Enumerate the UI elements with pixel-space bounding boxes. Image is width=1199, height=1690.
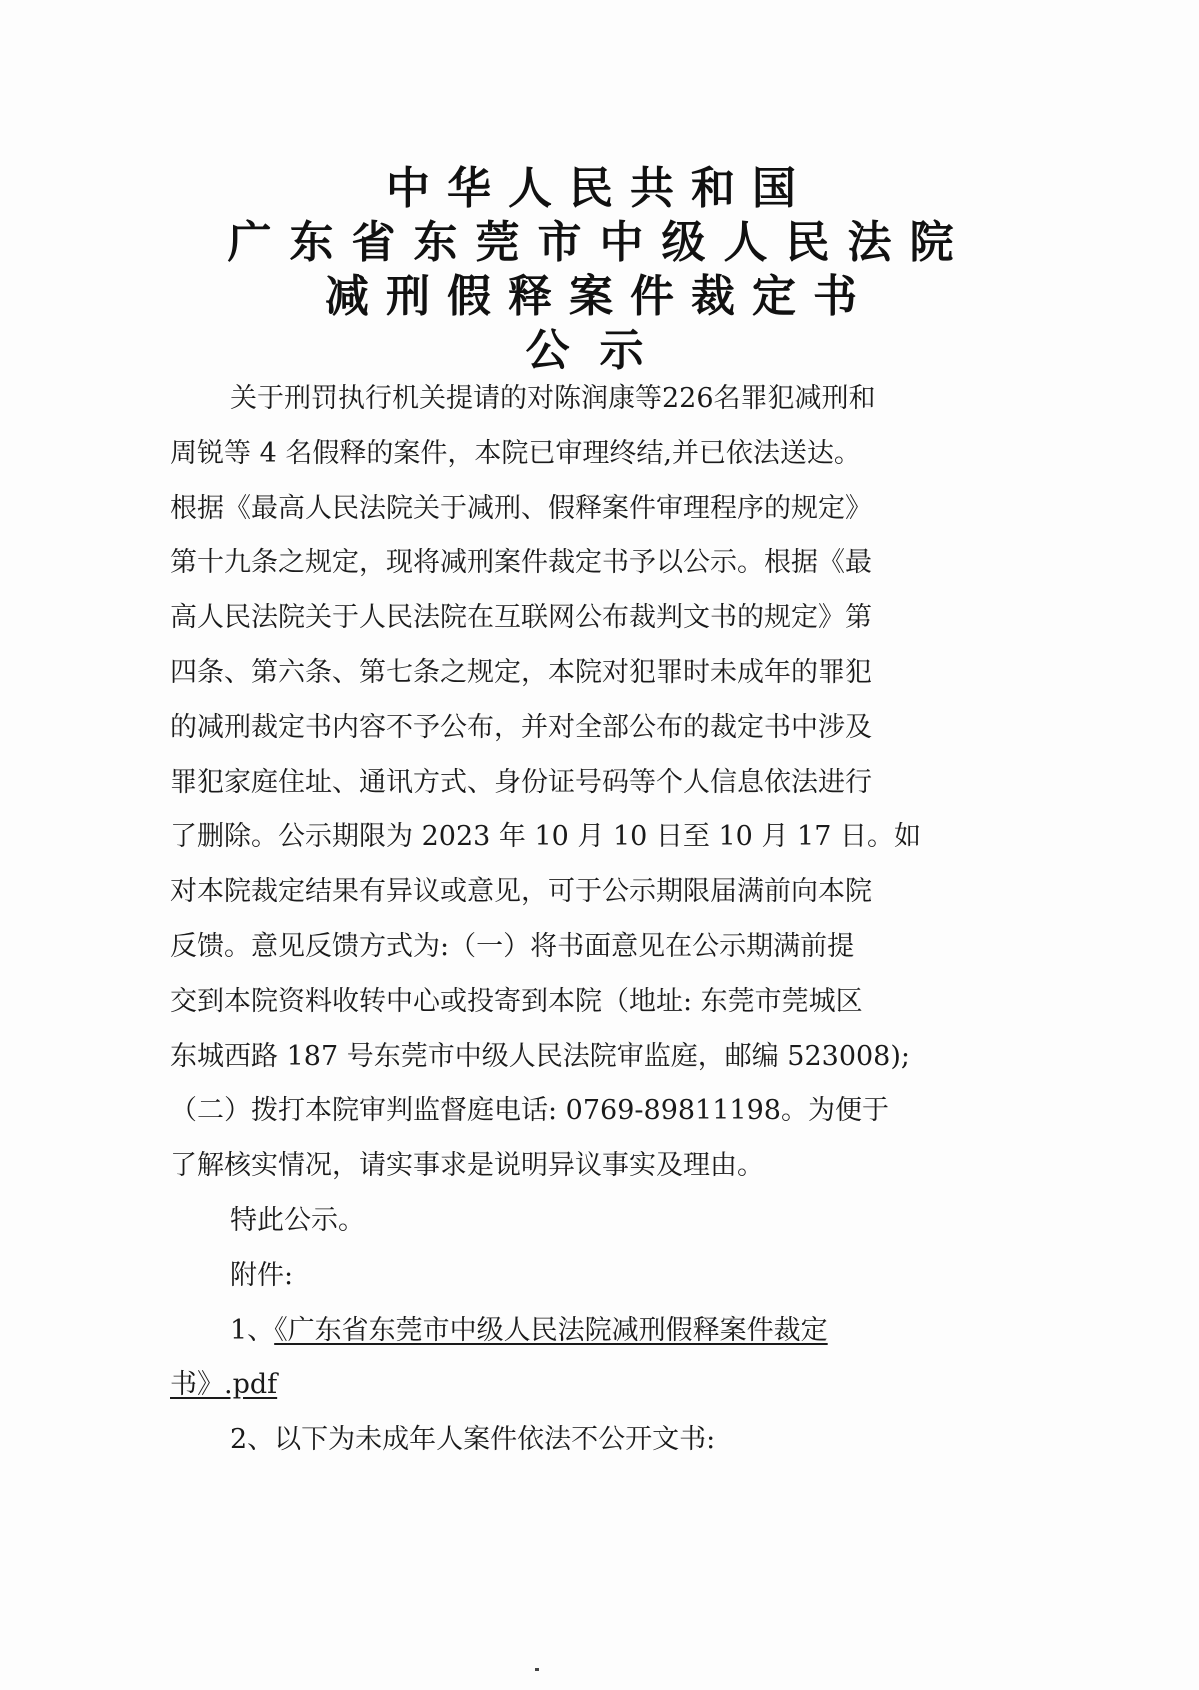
body-line: 周锐等 4 名假释的案件，本院已审理终结,并已依法送达。: [170, 437, 861, 469]
body-line: 第十九条之规定，现将减刑案件裁定书予以公示。根据《最: [170, 547, 872, 579]
body-line: 对本院裁定结果有异议或意见，可于公示期限届满前向本院: [170, 876, 872, 908]
attachment-1-continued: [170, 1358, 950, 1413]
notice-end: 特此公示。: [230, 1204, 365, 1236]
title-line-4: 公示: [525, 325, 674, 376]
title-line-3: 减刑假释案件裁定书: [325, 271, 874, 322]
attachments-label: 附件:: [230, 1259, 294, 1291]
title-line-1: 中华人民共和国: [386, 163, 813, 214]
body-line: 根据《最高人民法院关于减刑、假释案件审理程序的规定》: [170, 492, 872, 524]
body-line: 高人民法院关于人民法院在互联网公布裁判文书的规定》第: [170, 602, 872, 634]
title-line-2: 广东省东莞市中级人民法院: [227, 217, 972, 268]
scan-speck: [535, 1668, 539, 1671]
body-line: 了解核实情况，请实事求是说明异议事实及理由。: [170, 1150, 764, 1182]
body-line: （二）拨打本院审判监督庭电话: 0769-89811198。为便于: [170, 1095, 889, 1127]
body-line: 东城西路 187 号东莞市中级人民法院审监庭，邮编 523008);: [170, 1040, 910, 1072]
attachment-2: 2、以下为未成年人案件依法不公开文书:: [230, 1424, 716, 1456]
attachment-1: [170, 1304, 950, 1359]
notice-body: [170, 372, 950, 1468]
body-line: 的减刑裁定书内容不予公布，并对全部公布的裁定书中涉及: [170, 711, 872, 743]
body-line: 了删除。公示期限为 2023 年 10 月 10 日至 10 月 17 日。如: [170, 821, 921, 853]
attachment-1-link-end[interactable]: 书》.pdf: [170, 1369, 278, 1401]
body-line: 关于刑罚执行机关提请的对陈润康等226名罪犯减刑和: [230, 383, 876, 414]
body-line: 交到本院资料收转中心或投寄到本院（地址: 东莞市莞城区: [170, 985, 863, 1017]
body-line: 反馈。意见反馈方式为:（一）将书面意见在公示期满前提: [170, 930, 855, 962]
attachment-1-link[interactable]: 《广东省东莞市中级人民法院减刑假释案件裁定: [274, 1314, 828, 1346]
attachment-1-number: 1、: [230, 1314, 275, 1346]
body-line: 四条、第六条、第七条之规定，本院对犯罪时未成年的罪犯: [170, 656, 872, 688]
body-line: 罪犯家庭住址、通讯方式、身份证号码等个人信息依法进行: [170, 766, 872, 798]
